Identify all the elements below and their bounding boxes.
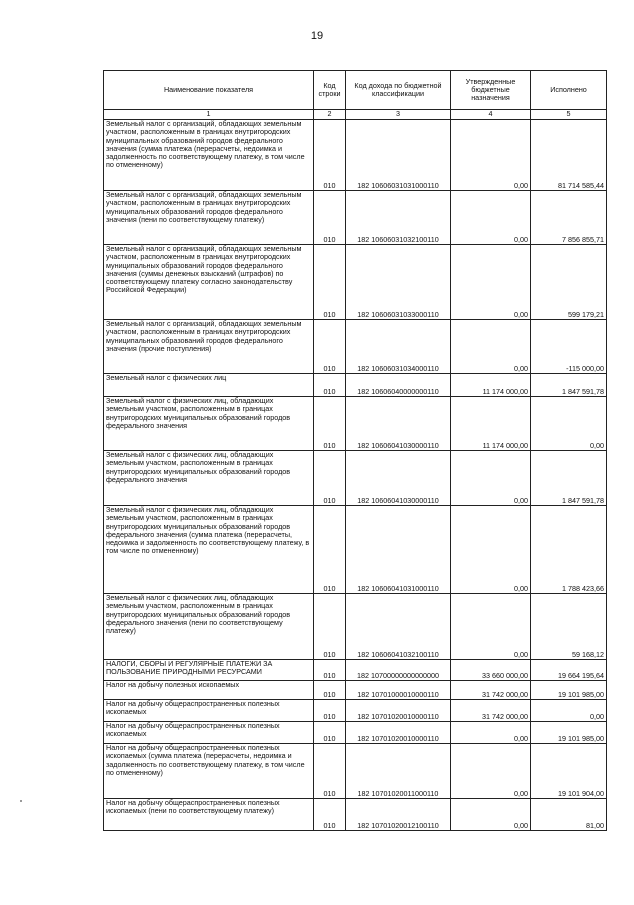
line-code: 010: [314, 120, 346, 191]
executed-amount: 0,00: [531, 700, 607, 722]
indicator-name: Земельный налог с физических лиц, обладающих земельным участком, расположенным в границах внутригородских муниципальных образований городов федерального значения (пени по соответствующему платежу): [104, 594, 314, 660]
revenue-code: 182 10606041030000110: [346, 451, 451, 506]
column-number: 5: [531, 110, 607, 120]
approved-amount: 31 742 000,00: [451, 681, 531, 700]
page-number: 19: [310, 30, 324, 42]
indicator-name: Налог на добычу общераспространенных полезных ископаемых (сумма платежа (перерасчеты, недоимка и задолженность по соответствующему платежу, в том числе по отмененному): [104, 744, 314, 799]
table-row: [104, 451, 607, 506]
table-row: [104, 191, 607, 245]
line-code: 010: [314, 451, 346, 506]
executed-amount: 19 101 904,00: [531, 744, 607, 799]
indicator-name: НАЛОГИ, СБОРЫ И РЕГУЛЯРНЫЕ ПЛАТЕЖИ ЗА ПОЛЬЗОВАНИЕ ПРИРОДНЫМИ РЕСУРСАМИ: [104, 660, 314, 681]
approved-amount: 0,00: [451, 120, 531, 191]
approved-amount: 0,00: [451, 744, 531, 799]
line-code: 010: [314, 744, 346, 799]
revenue-code: 182 10701020011000110: [346, 744, 451, 799]
table-row: [104, 120, 607, 191]
table-row: [104, 681, 607, 700]
table-row: [104, 506, 607, 594]
executed-amount: -115 000,00: [531, 320, 607, 374]
indicator-name: Налог на добычу общераспространенных полезных ископаемых: [104, 700, 314, 722]
table-header-row: [104, 71, 607, 110]
line-code: 010: [314, 320, 346, 374]
line-code: 010: [314, 506, 346, 594]
indicator-name: Налог на добычу общераспространенных полезных ископаемых: [104, 722, 314, 744]
executed-amount: 599 179,21: [531, 245, 607, 320]
revenue-code: 182 10701020012100110: [346, 799, 451, 831]
executed-amount: 19 101 985,00: [531, 722, 607, 744]
approved-amount: 0,00: [451, 245, 531, 320]
line-code: 010: [314, 660, 346, 681]
executed-amount: 19 101 985,00: [531, 681, 607, 700]
line-code: 010: [314, 374, 346, 397]
table-row: [104, 700, 607, 722]
revenue-code: 182 10701020010000110: [346, 722, 451, 744]
line-code: 010: [314, 700, 346, 722]
indicator-name: Земельный налог с физических лиц, обладающих земельным участком, расположенным в границах внутригородских муниципальных образований городов федерального значения: [104, 397, 314, 451]
approved-amount: 33 660 000,00: [451, 660, 531, 681]
revenue-code: 182 10606040000000110: [346, 374, 451, 397]
header-line-code: Код строки: [314, 71, 346, 110]
revenue-code: 182 10701000010000110: [346, 681, 451, 700]
revenue-report-table: [103, 70, 607, 831]
approved-amount: 31 742 000,00: [451, 700, 531, 722]
indicator-name: Земельный налог с физических лиц, обладающих земельным участком, расположенным в границах внутригородских муниципальных образований городов федерального значения: [104, 451, 314, 506]
indicator-name: Земельный налог с организаций, обладающих земельным участком, расположенным в границах внутригородских муниципальных образований городов федерального значения (суммы денежных взысканий (штрафов) по соответствующему платежу согласно законодательству Российской Федерации): [104, 245, 314, 320]
indicator-name: Земельный налог с организаций, обладающих земельным участком, расположенным в границах внутригородских муниципальных образований городов федерального значения (прочие поступления): [104, 320, 314, 374]
header-approved: Утвержденные бюджетные назначения: [451, 71, 531, 110]
column-number: 2: [314, 110, 346, 120]
indicator-name: Земельный налог с физических лиц: [104, 374, 314, 397]
revenue-code: 182 10606031031000110: [346, 120, 451, 191]
table-row: [104, 320, 607, 374]
table-row: [104, 799, 607, 831]
table-row: [104, 374, 607, 397]
column-number-row: [104, 110, 607, 120]
table-row: [104, 397, 607, 451]
indicator-name: Налог на добычу общераспространенных полезных ископаемых (пени по соответствующему платежу): [104, 799, 314, 831]
revenue-code: 182 10701020010000110: [346, 700, 451, 722]
indicator-name: Земельный налог с физических лиц, обладающих земельным участком, расположенным в границах внутригородских муниципальных образований городов федерального значения (сумма платежа (перерасчеты, недоимка и задолженность по соответствующему платежу, в том числе по отмененному): [104, 506, 314, 594]
approved-amount: 0,00: [451, 799, 531, 831]
executed-amount: 81 714 585,44: [531, 120, 607, 191]
indicator-name: Налог на добычу полезных ископаемых: [104, 681, 314, 700]
table-row: [104, 245, 607, 320]
approved-amount: 11 174 000,00: [451, 397, 531, 451]
line-code: 010: [314, 245, 346, 320]
column-number: 1: [104, 110, 314, 120]
revenue-code: 182 10606031033000110: [346, 245, 451, 320]
executed-amount: 1 847 591,78: [531, 451, 607, 506]
approved-amount: 0,00: [451, 320, 531, 374]
executed-amount: 81,00: [531, 799, 607, 831]
executed-amount: 19 664 195,64: [531, 660, 607, 681]
line-code: 010: [314, 397, 346, 451]
column-number: 3: [346, 110, 451, 120]
table-row: [104, 744, 607, 799]
line-code: 010: [314, 799, 346, 831]
executed-amount: 59 168,12: [531, 594, 607, 660]
header-revenue-code: Код дохода по бюджетной классификации: [346, 71, 451, 110]
approved-amount: 0,00: [451, 451, 531, 506]
indicator-name: Земельный налог с организаций, обладающих земельным участком, расположенным в границах внутригородских муниципальных образований городов федерального значения (сумма платежа (перерасчеты, недоимка и задолженность по соответствующему платежу, в том числе по отмененному): [104, 120, 314, 191]
approved-amount: 0,00: [451, 722, 531, 744]
approved-amount: 0,00: [451, 506, 531, 594]
executed-amount: 1 847 591,78: [531, 374, 607, 397]
line-code: 010: [314, 594, 346, 660]
revenue-code: 182 10606031034000110: [346, 320, 451, 374]
table-row: [104, 660, 607, 681]
executed-amount: 7 856 855,71: [531, 191, 607, 245]
executed-amount: 0,00: [531, 397, 607, 451]
revenue-code: 182 10606041031000110: [346, 506, 451, 594]
scan-speck: [20, 800, 22, 802]
table-row: [104, 594, 607, 660]
approved-amount: 0,00: [451, 594, 531, 660]
approved-amount: 0,00: [451, 191, 531, 245]
revenue-code: 182 10606041030000110: [346, 397, 451, 451]
column-number: 4: [451, 110, 531, 120]
indicator-name: Земельный налог с организаций, обладающих земельным участком, расположенным в границах внутригородских муниципальных образований городов федерального значения (пени по соответствующему платежу): [104, 191, 314, 245]
line-code: 010: [314, 681, 346, 700]
header-executed: Исполнено: [531, 71, 607, 110]
approved-amount: 11 174 000,00: [451, 374, 531, 397]
header-indicator-name: Наименование показателя: [104, 71, 314, 110]
line-code: 010: [314, 191, 346, 245]
line-code: 010: [314, 722, 346, 744]
revenue-code: 182 10606041032100110: [346, 594, 451, 660]
executed-amount: 1 788 423,66: [531, 506, 607, 594]
revenue-code: 182 10700000000000000: [346, 660, 451, 681]
table-row: [104, 722, 607, 744]
revenue-code: 182 10606031032100110: [346, 191, 451, 245]
